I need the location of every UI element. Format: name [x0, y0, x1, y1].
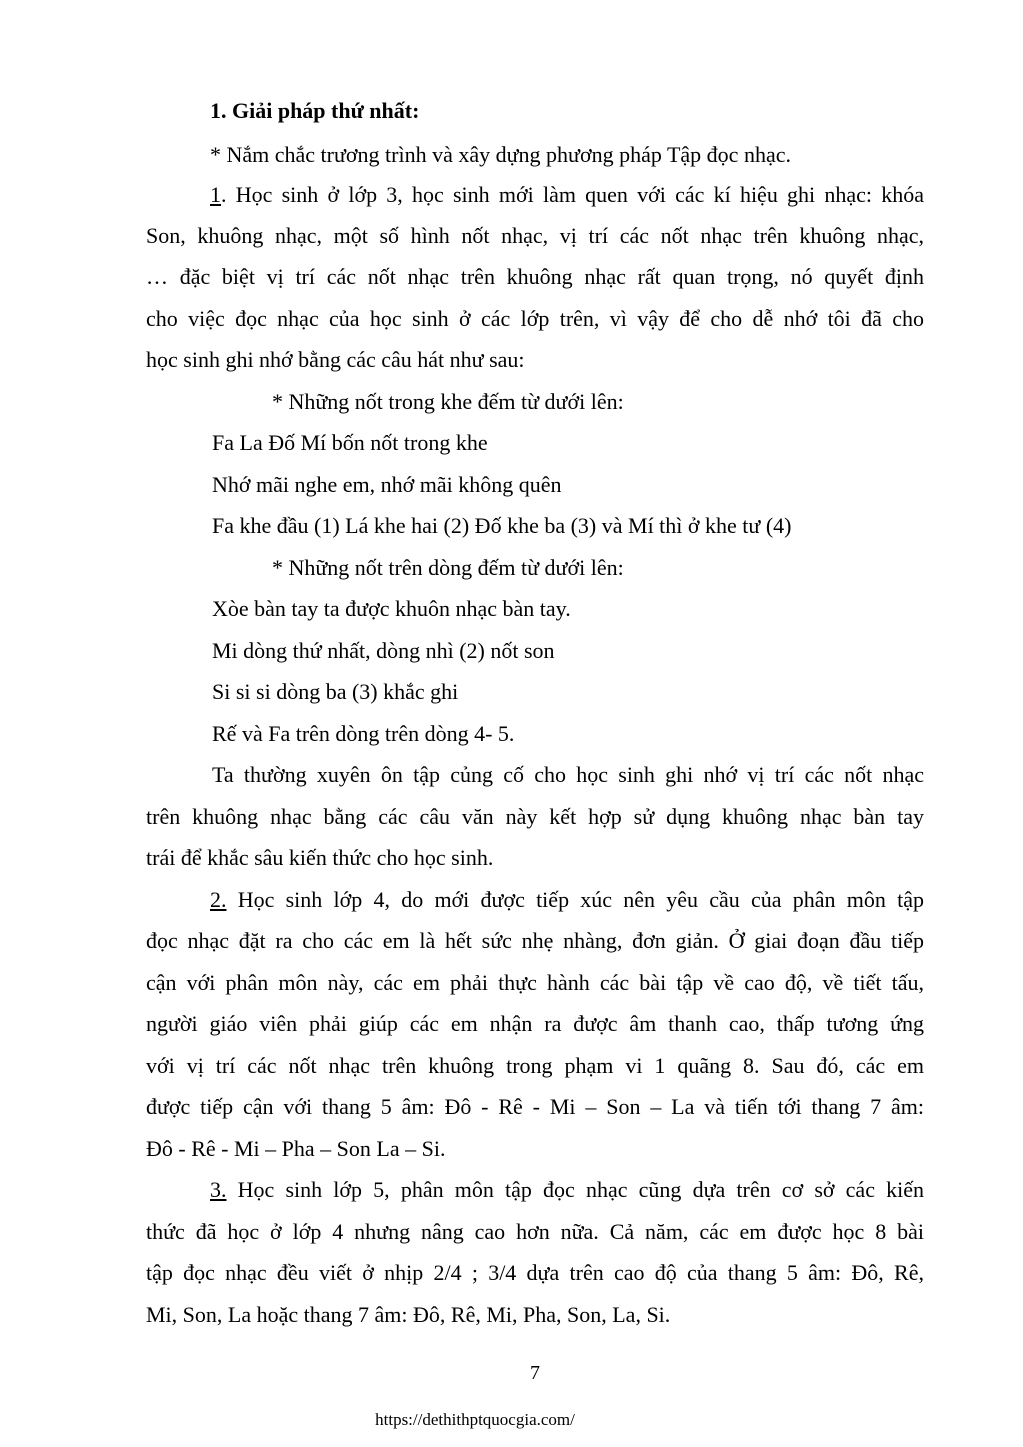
item2-line-2: đọc nhạc đặt ra cho các em là hết sức nhẹ nhàng, đơn giản. Ở giai đoạn đầu tiếp: [146, 928, 924, 953]
item2-line-7: Đô - Rê - Mi – Pha – Son La – Si.: [146, 1136, 446, 1161]
intro-line: * Nắm chắc trương trình và xây dựng phương pháp Tập đọc nhạc.: [210, 142, 791, 167]
review-line-3: trái để khắc sâu kiến thức cho học sinh.: [146, 845, 494, 870]
item1-number: 1: [210, 182, 221, 207]
section-heading: 1. Giải pháp thứ nhất:: [210, 98, 420, 123]
review-line-1: Ta thường xuyên ôn tập củng cố cho học sinh ghi nhớ vị trí các nốt nhạc: [212, 762, 924, 787]
verse1-title: * Những nốt trong khe đếm từ dưới lên:: [272, 389, 624, 414]
item3-line-3: tập đọc nhạc đều viết ở nhịp 2/4 ; 3/4 dựa trên cao độ của thang 5 âm: Đô, Rê,: [146, 1260, 924, 1285]
page-number: 7: [530, 1362, 540, 1384]
item1-line-5: học sinh ghi nhớ bằng các câu hát như sau:: [146, 347, 525, 372]
verse1-line-1: Fa La Đố Mí bốn nốt trong khe: [212, 430, 488, 455]
item2-line-1: [210, 885, 924, 915]
verse2-line-1: Xòe bàn tay ta được khuôn nhạc bàn tay.: [212, 596, 571, 621]
item2-text-1: Học sinh lớp 4, do mới được tiếp xúc nên yêu cầu của phân môn tập: [226, 887, 924, 912]
item1-line-1: [210, 180, 924, 210]
verse2-line-2: Mi dòng thứ nhất, dòng nhì (2) nốt son: [212, 638, 555, 663]
item1-line-2: Son, khuông nhạc, một số hình nốt nhạc, vị trí các nốt nhạc trên khuông nhạc,: [146, 223, 924, 248]
verse2-title: * Những nốt trên dòng đếm từ dưới lên:: [272, 555, 624, 580]
item3-line-4: Mi, Son, La hoặc thang 7 âm: Đô, Rê, Mi, Pha, Son, La, Si.: [146, 1302, 671, 1327]
verse1-line-3: Fa khe đầu (1) Lá khe hai (2) Đố khe ba (3) và Mí thì ở khe tư (4): [212, 513, 792, 538]
item2-line-3: cận với phân môn này, các em phải thực hành các bài tập về cao độ, về tiết tấu,: [146, 970, 924, 995]
item3-line-1: [210, 1175, 924, 1205]
footer-url[interactable]: https://dethithptquocgia.com/: [375, 1410, 575, 1429]
review-line-2: trên khuông nhạc bằng các câu văn này kết hợp sử dụng khuông nhạc bàn tay: [146, 804, 924, 829]
item2-line-6: được tiếp cận với thang 5 âm: Đô - Rê - Mi – Son – La và tiến tới thang 7 âm:: [146, 1094, 924, 1119]
item2-line-4: người giáo viên phải giúp các em nhận ra được âm thanh cao, thấp tương ứng: [146, 1011, 924, 1036]
item1-text-1: . Học sinh ở lớp 3, học sinh mới làm quen với các kí hiệu ghi nhạc: khóa: [221, 182, 924, 207]
verse1-line-2: Nhớ mãi nghe em, nhớ mãi không quên: [212, 472, 562, 497]
item3-line-2: thức đã học ở lớp 4 nhưng nâng cao hơn nữa. Cả năm, các em được học 8 bài: [146, 1219, 924, 1244]
item2-line-5: với vị trí các nốt nhạc trên khuông trong phạm vi 1 quãng 8. Sau đó, các em: [146, 1053, 924, 1078]
item2-number: 2.: [210, 887, 227, 912]
verse2-line-4: Rế và Fa trên dòng trên dòng 4- 5.: [212, 721, 515, 746]
item3-text-1: Học sinh lớp 5, phân môn tập đọc nhạc cũng dựa trên cơ sở các kiến: [226, 1177, 924, 1202]
item1-line-4: cho việc đọc nhạc của học sinh ở các lớp trên, vì vậy để cho dễ nhớ tôi đã cho: [146, 306, 924, 331]
item3-number: 3.: [210, 1177, 227, 1202]
verse2-line-3: Si si si dòng ba (3) khắc ghi: [212, 679, 459, 704]
item1-line-3: … đặc biệt vị trí các nốt nhạc trên khuông nhạc rất quan trọng, nó quyết định: [146, 264, 924, 289]
